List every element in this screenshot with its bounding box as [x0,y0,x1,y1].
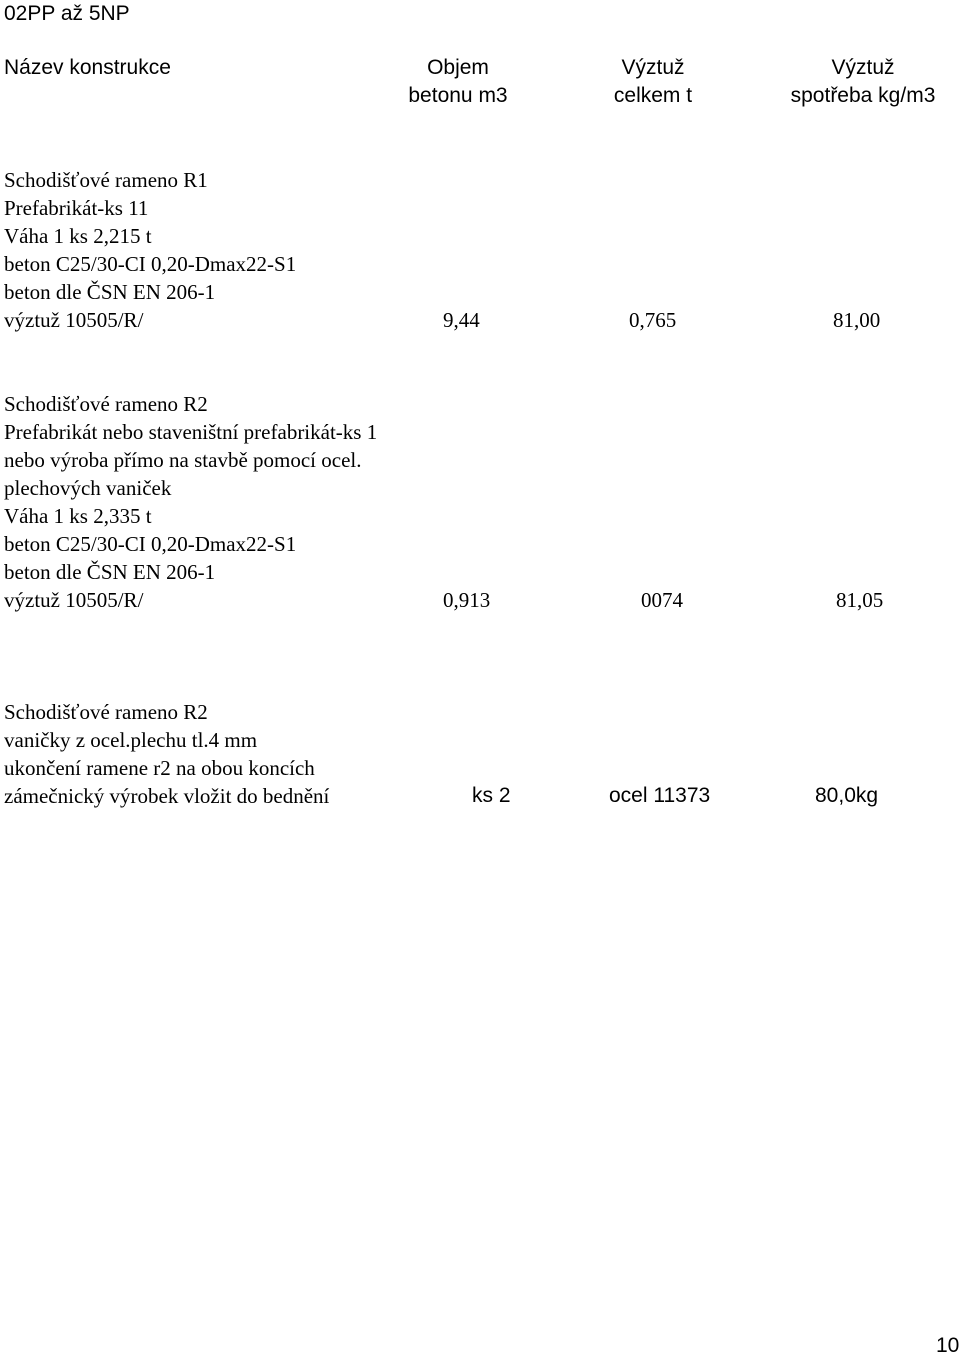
header-name: Název konstrukce [4,56,171,79]
section1-line: Váha 1 ks 2,215 t [4,224,152,248]
header-rebar-usage-line2: spotřeba kg/m3 [790,84,936,107]
section3-line: Schodišťové rameno R2 [4,700,208,724]
section3-line: ukončení ramene r2 na obou koncích [4,756,315,780]
section2-line: plechových vaniček [4,476,172,500]
section2-line: výztuž 10505/R/ [4,588,144,612]
section2-line: Váha 1 ks 2,335 t [4,504,152,528]
header-rebar-total-line2: celkem t [613,84,693,107]
header-rebar-usage-line1: Výztuž [831,56,895,79]
section1-line: Prefabrikát-ks 11 [4,196,149,220]
section2-line: Prefabrikát nebo staveništní prefabrikát-ks 1 [4,420,378,444]
page-number: 10 [936,1334,960,1357]
section2-line: nebo výroba přímo na stavbě pomocí ocel. [4,448,362,472]
header-volume-line2: betonu m3 [408,84,508,107]
section1-line: Schodišťové rameno R1 [4,168,208,192]
section3-weight: 80,0kg [815,784,879,807]
section3-qty: ks 2 [472,784,511,807]
section2-rebar-usage: 81,05 [836,588,884,612]
section2-rebar-total: 0074 [641,588,683,612]
section3-line: vaničky z ocel.plechu tl.4 mm [4,728,258,752]
header-volume-line1: Objem [427,56,489,79]
section1-line: beton C25/30-CI 0,20-Dmax22-S1 [4,252,297,276]
section2-line: beton dle ČSN EN 206-1 [4,560,216,584]
page-title: 02PP až 5NP [4,2,130,25]
section2-line: Schodišťové rameno R2 [4,392,208,416]
section1-line: výztuž 10505/R/ [4,308,144,332]
header-rebar-total-line1: Výztuž [621,56,685,79]
section1-rebar-usage: 81,00 [833,308,881,332]
section2-line: beton C25/30-CI 0,20-Dmax22-S1 [4,532,297,556]
section1-rebar-total: 0,765 [629,308,677,332]
section1-line: beton dle ČSN EN 206-1 [4,280,216,304]
section2-volume: 0,913 [443,588,491,612]
section3-line: zámečnický výrobek vložit do bednění [4,784,330,808]
section1-volume: 9,44 [443,308,480,332]
section3-material: ocel 11373 [609,784,711,807]
